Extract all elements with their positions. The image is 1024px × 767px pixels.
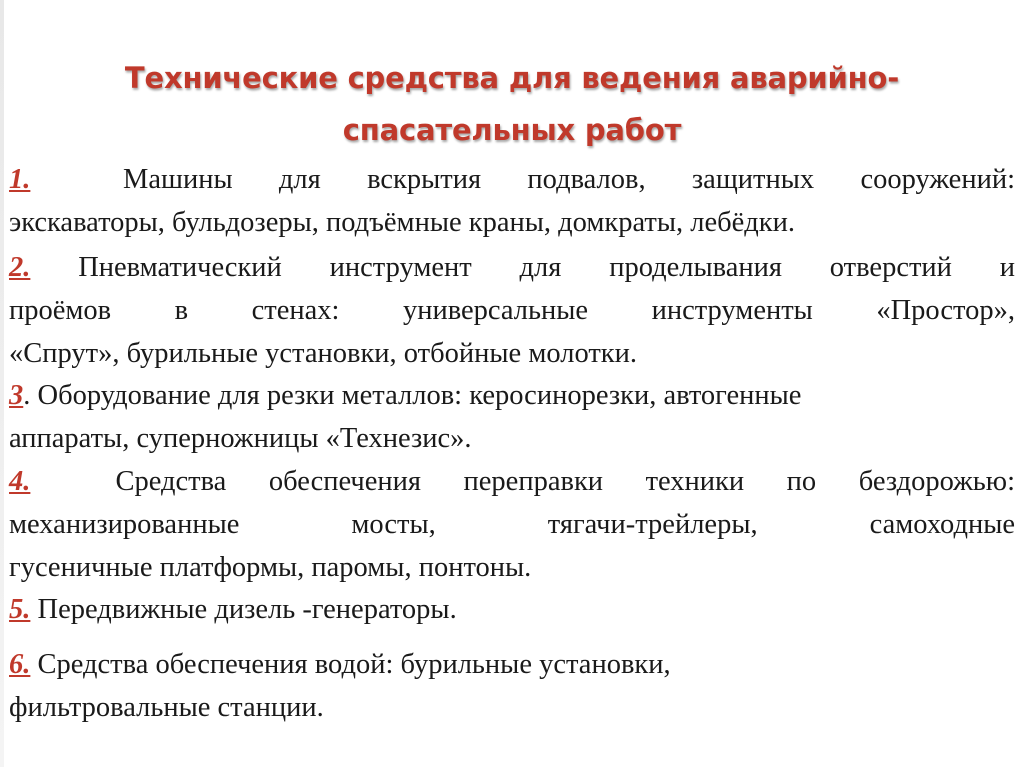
slide-edge (0, 0, 4, 767)
list-item-1-line-1 (9, 158, 1015, 201)
list-item-4-line-2: механизированные мосты, тягачи-трейлеры, самоходные (9, 509, 1015, 540)
list-item-2 (9, 246, 1015, 374)
list-item-5-text-1: Передвижные дизель -генераторы. (37, 594, 457, 625)
list-item-6-text-1: Средства обеспечения водой: бурильные установки, (37, 649, 671, 680)
slide-title-line-2: спасательных работ (342, 113, 682, 147)
list-item-2-line-1 (9, 246, 1015, 289)
equipment-list (9, 158, 1015, 729)
list-item-1-line-2: экскаваторы, бульдозеры, подъёмные краны, домкраты, лебёдки. (9, 207, 796, 238)
list-item-3-text-1: . Оборудование для резки металлов: керосинорезки, автогенные (23, 380, 802, 411)
list-item-2-line-3: «Спрут», бурильные установки, отбойные молотки. (9, 338, 638, 369)
slide-title-line-1: Технические средства для ведения аварийно- (124, 61, 900, 95)
list-item-2-number: 2. (9, 252, 31, 283)
list-item-4-line-3: гусеничные платформы, паромы, понтоны. (9, 552, 532, 583)
list-item-1-text-1: Машины для вскрытия подвалов, защитных сооружений: (123, 164, 1015, 195)
list-item-4 (9, 460, 1015, 588)
list-item-6-line-1 (9, 643, 1015, 686)
list-item-5-line-1 (9, 588, 1015, 631)
slide-title (60, 52, 964, 156)
list-item-3-line-1 (9, 374, 1015, 417)
list-item-6 (9, 643, 1015, 729)
list-item-4-line-1 (9, 460, 1015, 503)
list-item-6-number: 6. (9, 649, 31, 680)
list-item-6-line-2: фильтровальные станции. (9, 692, 324, 723)
list-item-2-line-2: проёмов в стенах: универсальные инструменты «Простор», (9, 295, 1015, 326)
list-item-2-text-1: Пневматический инструмент для проделывания отверстий и (78, 252, 1015, 283)
list-item-1-number: 1. (9, 164, 31, 195)
list-item-3-number: 3 (9, 380, 24, 411)
list-item-1 (9, 158, 1015, 246)
list-item-3 (9, 374, 1015, 460)
list-item-5 (9, 588, 1015, 631)
list-item-5-number: 5. (9, 594, 31, 625)
list-item-4-text-1: Средства обеспечения переправки техники по бездорожью: (115, 466, 1016, 497)
list-item-4-number: 4. (9, 466, 31, 497)
list-item-3-line-2: аппараты, суперножницы «Технезис». (9, 423, 472, 454)
